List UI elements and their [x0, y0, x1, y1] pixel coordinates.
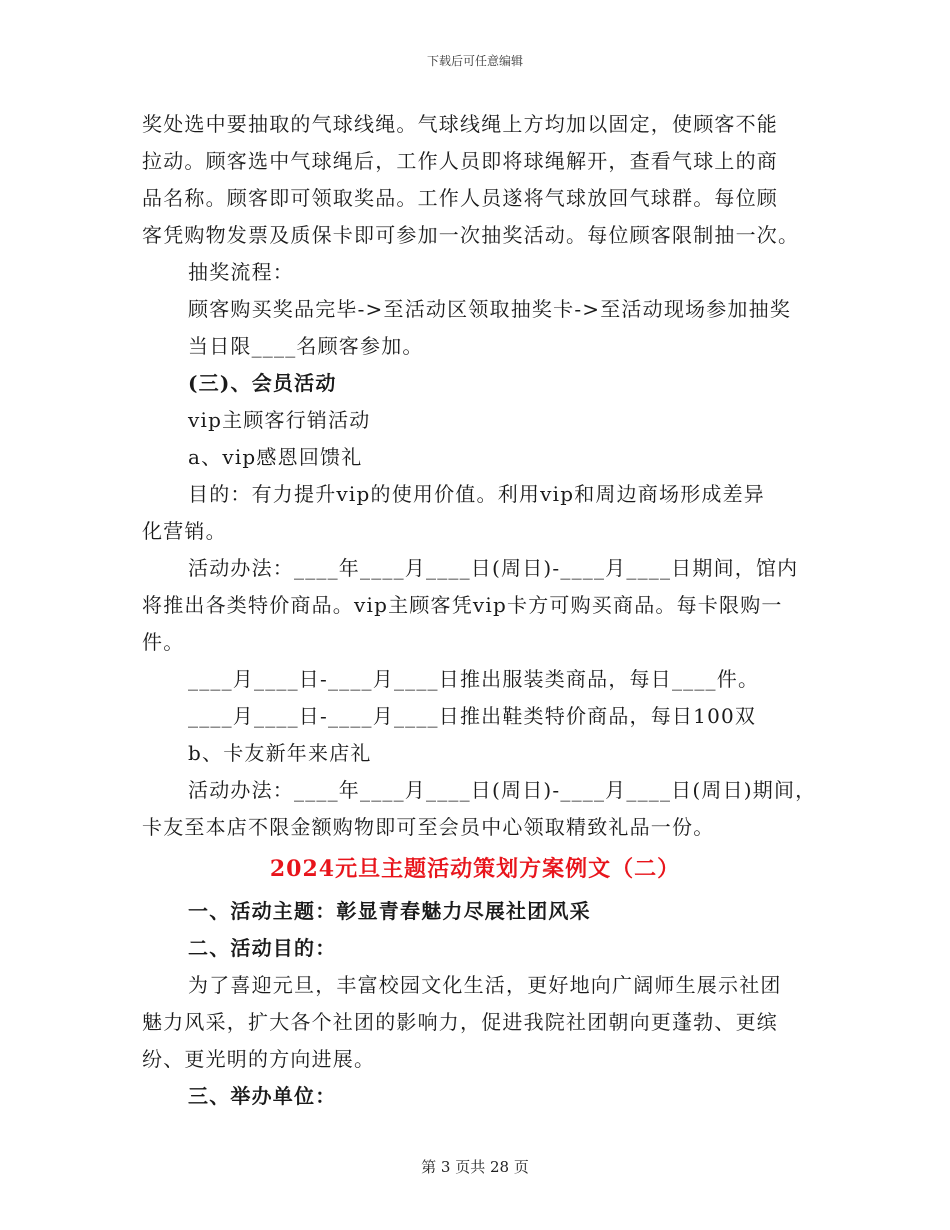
section-heading: 二、活动目的： — [188, 936, 337, 960]
paragraph-line: a、vip感恩回馈礼 — [188, 445, 363, 469]
section-heading: 一、活动主题：彰显青春魅力尽展社团风采 — [188, 899, 591, 923]
page-header: 下载后可任意编辑 — [426, 54, 523, 68]
paragraph-line: b、卡友新年来店礼 — [188, 741, 372, 765]
paragraph-line: 件。 — [142, 630, 185, 654]
paragraph-line: 抽奖流程： — [188, 260, 294, 284]
paragraph-line: 当日限____名顾客参加。 — [188, 334, 424, 358]
paragraph-line: 品名称。顾客即可领取奖品。工作人员遂将气球放回气球群。每位顾 — [142, 186, 778, 210]
paragraph-line: 奖处选中要抽取的气球线绳。气球线绳上方均加以固定，使顾客不能 — [142, 112, 778, 136]
paragraph-line: 目的：有力提升vip的使用价值。利用vip和周边商场形成差异 — [188, 482, 765, 506]
paragraph-line: ____月____日-____月____日推出鞋类特价商品，每日100双 — [188, 704, 757, 728]
paragraph-line: 顾客购买奖品完毕->至活动区领取抽奖卡->至活动现场参加抽奖 — [188, 297, 792, 321]
paragraph-line: 将推出各类特价商品。vip主顾客凭vip卡方可购买商品。每卡限购一 — [142, 593, 783, 617]
paragraph-line: 客凭购物发票及质保卡即可参加一次抽奖活动。每位顾客限制抽一次。 — [142, 223, 800, 247]
paragraph-line: 卡友至本店不限金额购物即可至会员中心领取精致礼品一份。 — [142, 815, 715, 839]
paragraph-line: 为了喜迎元旦，丰富校园文化生活，更好地向广阔师生展示社团 — [188, 973, 782, 997]
section-heading: 三、举办单位： — [188, 1084, 337, 1108]
paragraph-line: 化营销。 — [142, 519, 227, 543]
paragraph-line: 活动办法：____年____月____日(周日)-____月____日期间，馆内 — [188, 556, 799, 580]
paragraph-line: 拉动。顾客选中气球绳后，工作人员即将球绳解开，查看气球上的商 — [142, 149, 778, 173]
paragraph-line: 纷、更光明的方向进展。 — [142, 1047, 376, 1071]
section-title: 2024元旦主题活动策划方案例文（二） — [269, 856, 681, 882]
paragraph-line: ____月____日-____月____日推出服装类商品，每日____件。 — [188, 667, 760, 691]
paragraph-line: 活动办法：____年____月____日(周日)-____月____日(周日)期间， — [188, 778, 817, 802]
section-heading: (三)、会员活动 — [188, 371, 337, 395]
paragraph-line: vip主顾客行销活动 — [188, 408, 371, 432]
page-footer: 第 3 页共 28 页 — [421, 1158, 529, 1176]
paragraph-line: 魅力风采，扩大各个社团的影响力，促进我院社团朝向更蓬勃、更缤 — [142, 1010, 778, 1034]
